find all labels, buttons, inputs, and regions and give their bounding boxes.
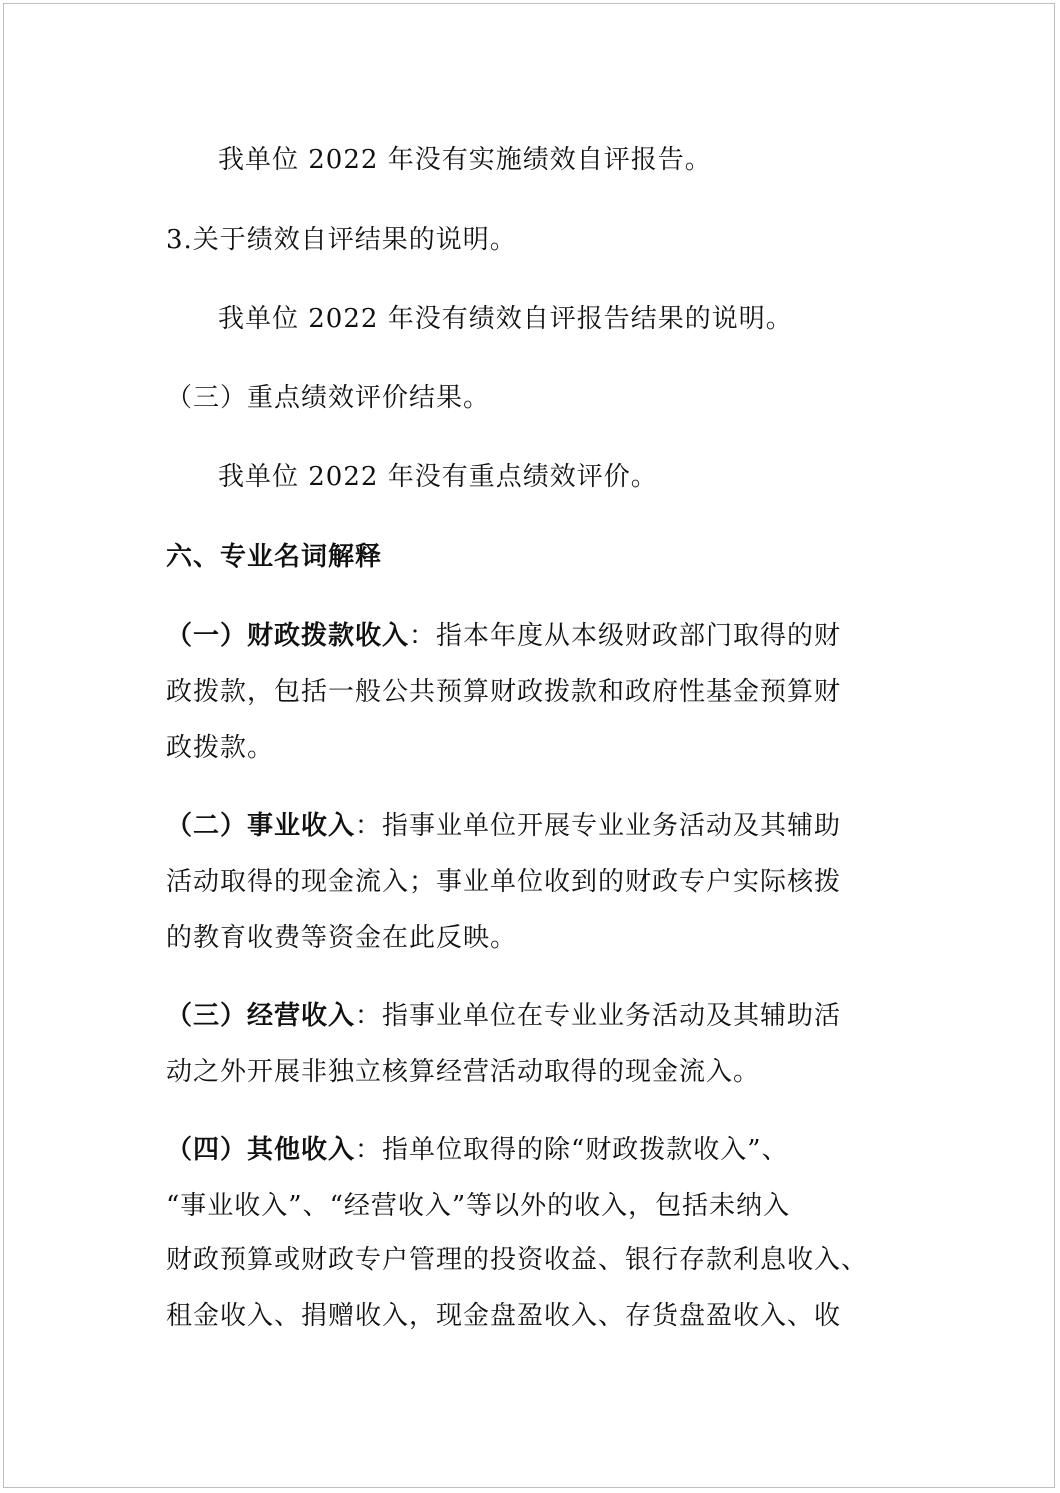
definition-line bbox=[166, 618, 841, 654]
definition-line bbox=[166, 1132, 789, 1168]
paragraph-line: 我单位 2022 年没有实施绩效自评报告。 bbox=[218, 145, 712, 175]
definition-line: “事业收入”、“经营收入”等以外的收入，包括未纳入 bbox=[166, 1191, 791, 1221]
section-heading: 六、专业名词解释 bbox=[166, 542, 383, 572]
definition-line: 政拨款，包括一般公共预算财政拨款和政府性基金预算财 bbox=[166, 677, 842, 707]
term-label: （四）其他收入 bbox=[166, 1135, 356, 1165]
definition-line bbox=[166, 808, 841, 844]
term-label: （一）财政拨款收入 bbox=[166, 621, 410, 651]
definition-text: ：指事业单位在专业业务活动及其辅助活 bbox=[355, 1001, 842, 1031]
subheading: （三）重点绩效评价结果。 bbox=[166, 383, 491, 413]
subheading: 3.关于绩效自评结果的说明。 bbox=[166, 225, 517, 255]
definition-line: 财政预算或财政专户管理的投资收益、银行存款利息收入、 bbox=[166, 1245, 869, 1275]
definition-text: ：指事业单位开展专业业务活动及其辅助 bbox=[355, 811, 842, 841]
paragraph-line: 我单位 2022 年没有重点绩效评价。 bbox=[218, 462, 658, 492]
term-label: （二）事业收入 bbox=[166, 811, 356, 841]
definition-line: 动之外开展非独立核算经营活动取得的现金流入。 bbox=[166, 1057, 761, 1087]
definition-line: 政拨款。 bbox=[166, 733, 275, 763]
definition-line bbox=[166, 998, 841, 1034]
definition-text: ：指单位取得的除“财政拨款收入”、 bbox=[355, 1135, 789, 1165]
definition-line: 租金收入、捐赠收入，现金盘盈收入、存货盘盈收入、收 bbox=[166, 1301, 842, 1331]
term-label: （三）经营收入 bbox=[166, 1001, 356, 1031]
paragraph-line: 我单位 2022 年没有绩效自评报告结果的说明。 bbox=[218, 304, 793, 334]
definition-line: 的教育收费等资金在此反映。 bbox=[166, 923, 518, 953]
definition-text: ：指本年度从本级财政部门取得的财 bbox=[409, 621, 842, 651]
definition-line: 活动取得的现金流入；事业单位收到的财政专户实际核拨 bbox=[166, 867, 842, 897]
